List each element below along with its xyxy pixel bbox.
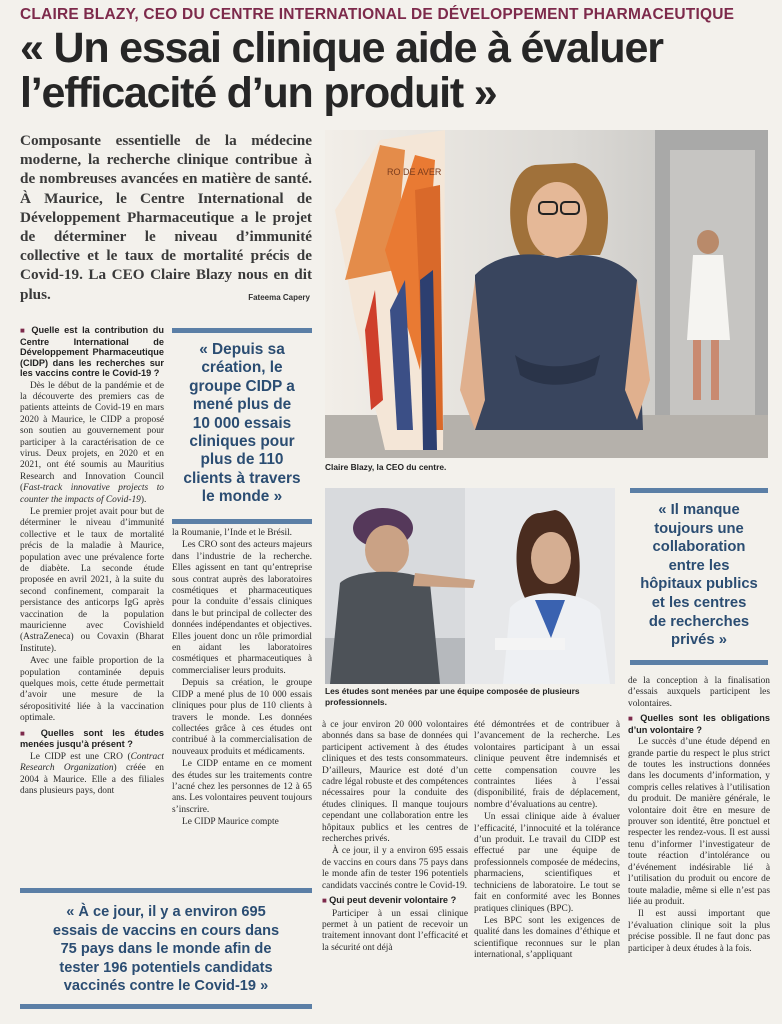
byline: Fateema Capery: [248, 293, 310, 302]
pullquote-line: création, le: [201, 359, 283, 377]
pullquote-line: « Il manque: [658, 502, 740, 518]
text-span: ).: [140, 494, 147, 505]
paragraph: Les CRO sont des acteurs majeurs dans l’industrie de la recherche. Elles agissent en tant qu’entreprise sous contrat auprès des laboratoires cosmétiques et pharmaceutiques pour la conduite d’essais cliniques dans le but principal de collecter des données indépendantes et objectives. Elles jouent donc un rôle primordial en aidant les laboratoires cosmétiques et pharmaceutiques à commercialiser leurs produits.: [172, 540, 312, 676]
pullquote-line: plus de 110: [200, 451, 284, 469]
paragraph: Le premier projet avait pour but de déterminer le niveau d’immunité collective et le taux de mortalité précis de la maladie à Maurice, population avec une prévalence forte de diabète. La seconde étude proposée en avril 2021, à la suite du second confinement, comparait la persistance des anticorps IgG après vaccination de la population mauricienne avec Covishield (AstraZeneca) ou Covaxin (Bharat Institute).: [20, 506, 164, 654]
pullquote-line: clients à travers: [183, 469, 301, 487]
pullquote-line: et les centres: [651, 594, 747, 611]
lead-paragraph: Composante essentielle de la médecine moderne, la recherche clinique contribue à de nombreuses avancées en matière de santé. À Maurice, le Centre International de Développement Pharmaceutique a le projet de déterminer le niveau d’immunité collective et le taux de mortalité précis de Covid-19. La CEO Claire Blazy nous en dit plus.: [20, 132, 312, 303]
column-4: [474, 720, 620, 1020]
paragraph: été démontrées et de contribuer à l’avancement de la recherche. Les volontaires participant à un essai clinique peuvent être indemnisés et cette compensation couvre les contraintes liées à l’essai (disponibilité, frais de déplacement, nombre d’évaluations au centre).: [474, 720, 620, 810]
question-heading: ■ Quelles sont les études menées jusqu’à présent ?: [20, 728, 164, 750]
question-heading: ■ Quelles sont les obligations d’un volontaire ?: [628, 713, 770, 735]
pullquote-line: essais de vaccins en cours dans: [52, 922, 280, 939]
pullquote-line: toujours une: [654, 520, 744, 537]
pullquote-line: « Depuis sa: [199, 341, 285, 358]
text-span: Le CIDP est une CRO (: [30, 751, 131, 762]
board-text: RO DE AVER: [387, 167, 442, 177]
paragraph: Le succès d’une étude dépend en grande partie du respect le plus strict de toutes les instructions données dans les documents d’information, y compris celles relatives à l’utilisation du produit. De manière générale, le volontaire doit être en mesure de prouver son identité, être ponctuel et respecter les rendez-vous. Il est aussi tenu d’informer l’investigateur de toute réaction d’intolérance ou d’événement indésirable lié à l’utilisation du produit ou encore de toute maladie, même si elle n’est pas liée au produit.: [628, 737, 770, 907]
pullquote-3: [20, 888, 312, 1009]
pullquote-line: « À ce jour, il y a environ 695: [66, 904, 266, 920]
photo-ceo-illustration: [325, 130, 768, 458]
column-2: [172, 528, 312, 880]
text-span: Dès le début de la pandémie et de la découverte des premiers cas de patients atteints de Covid-19 en mars 2020 à Maurice, le CIDP a proposé son soutien au gouvernement pour participer à la caractérisation de ce virus. Deux projets, en 2020 et en 2021, ont été soumis au Mauritius Research and Innovation Council (: [20, 380, 164, 494]
photo-ceo-caption: Claire Blazy, la CEO du centre.: [325, 462, 447, 472]
headline: [20, 26, 770, 116]
italic-span: Contract Research Organization: [20, 751, 164, 774]
column-3: [322, 720, 468, 1020]
paragraph: Avec une faible proportion de la population contaminée depuis quelques mois, cette étude permettait d’avoir une mesure de la séropositivité liée à la vaccination optimale.: [20, 656, 164, 724]
text-span: ) créée en 2004 à Maurice. Elle a des filiales dans plusieurs pays, dont: [20, 763, 164, 796]
photo-team: [325, 488, 615, 684]
paragraph: à ce jour environ 20 000 volontaires abonnés dans sa base de données qui participent activement à des études cliniques et des tests consommateurs. D’ailleurs, Maurice est doté d’un cadre légal robuste et des compétences nécessaires pour la conduite des études cliniques. Il manque toujours cependant une collaboration entre les hôpitaux publics et les centres de recherches privés.: [322, 720, 468, 845]
column-5: [628, 676, 770, 1021]
paragraph: Les BPC sont les exigences de qualité dans les domaines d’éthique et scientifique reconnues sur le plan international, s’appliquant: [474, 915, 620, 961]
pullquote-1: [172, 328, 312, 524]
kicker: CLAIRE BLAZY, CEO DU CENTRE INTERNATIONAL DE DÉVELOPPEMENT PHARMACEUTIQUE: [20, 6, 735, 23]
headline-line-1: « Un essai clinique aide à évaluer: [20, 24, 663, 72]
paragraph: de la conception à la finalisation d’essais auxquels participent les volontaires.: [628, 676, 770, 709]
pullquote-line: 10 000 essais: [192, 414, 292, 432]
pullquote-2-bottom-bar: [630, 660, 768, 665]
pullquote-line: mené plus de: [192, 396, 292, 414]
pullquote-line: hôpitaux publics: [640, 576, 758, 593]
photo-ceo: [325, 130, 768, 458]
paragraph: Le CIDP entame en ce moment des études sur les traitements contre l’acné chez les personnes de 12 à 65 ans. Les volontaires peuvent toujours s’inscrire.: [172, 759, 312, 815]
paragraph: Le CIDP Maurice compte: [182, 817, 279, 828]
column-1: [20, 322, 164, 882]
paragraph: À ce jour, il y a environ 695 essais de vaccins en cours dans 75 pays dans le monde afin de tester 196 potentiels candidats vaccinés contre le Covid-19.: [322, 846, 468, 891]
pullquote-3-text: [20, 893, 312, 996]
question-heading: ■ Qui peut devenir volontaire ?: [322, 895, 468, 907]
pullquote-1-text: [172, 333, 312, 507]
italic-span: Fast-track innovative projects to counter the impacts of Covid-19: [20, 483, 164, 505]
paragraph: Depuis sa création, le groupe CIDP a mené plus de 10 000 essais cliniques pour plus de 110 clients à travers le monde. Les données collectées grâce à ces études ont contribué à la commercialisation de nouveaux produits et médicaments.: [172, 678, 312, 757]
pullquote-line: entre les: [668, 557, 730, 574]
pullquote-line: cliniques pour: [189, 433, 295, 451]
pullquote-line: collaboration: [652, 539, 746, 556]
pullquote-2: [630, 488, 768, 665]
pullquote-line: tester 196 potentiels candidats: [59, 959, 273, 976]
pullquote-line: le monde »: [201, 488, 283, 506]
pullquote-3-bottom-bar: [20, 1004, 312, 1009]
pullquote-line: privés »: [671, 632, 727, 649]
paragraph: [20, 381, 164, 506]
pullquote-1-bottom-bar: [172, 519, 312, 524]
pullquote-line: de recherches: [648, 613, 750, 630]
paragraph: [20, 752, 164, 798]
pullquote-line: vaccinés contre le Covid-19 »: [63, 978, 269, 994]
photo-team-caption: Les études sont menées par une équipe composée de plusieurs professionnels.: [325, 686, 580, 707]
paragraph: Il est aussi important que l’évaluation clinique soit la plus précise possible. Il ne faut donc pas participer à deux études à la fois.: [628, 909, 770, 954]
paragraph: Participer à un essai clinique permet à un patient de recevoir un traitement innovant dont l’efficacité et la sécurité ont déjà: [322, 908, 468, 953]
headline-line-2: l’efficacité d’un produit »: [20, 69, 497, 117]
pullquote-line: 75 pays dans le monde afin de: [60, 941, 272, 957]
pullquote-line: groupe CIDP a: [189, 377, 295, 395]
paragraph: Un essai clinique aide à évaluer l’efficacité, l’innocuité et la tolérance d’un produit. Le travail du CIDP est effectué par une équipe de professionnels composée de médecins, pharmaciens, scientifiques et techniciens de laboratoire. Le tout se fait en conformité avec les Bonnes pratiques cliniques (BPC).: [474, 812, 620, 914]
pullquote-2-text: [630, 493, 768, 650]
paragraph: la Roumanie, l’Inde et le Brésil.: [172, 528, 293, 538]
question-heading: ■ Quelle est la contribution du Centre International de Développement Pharmaceutique (CIDP) dans les recherches sur les vaccins contre le Covid-19 ?: [20, 325, 164, 379]
photo-team-illustration: [325, 488, 615, 684]
